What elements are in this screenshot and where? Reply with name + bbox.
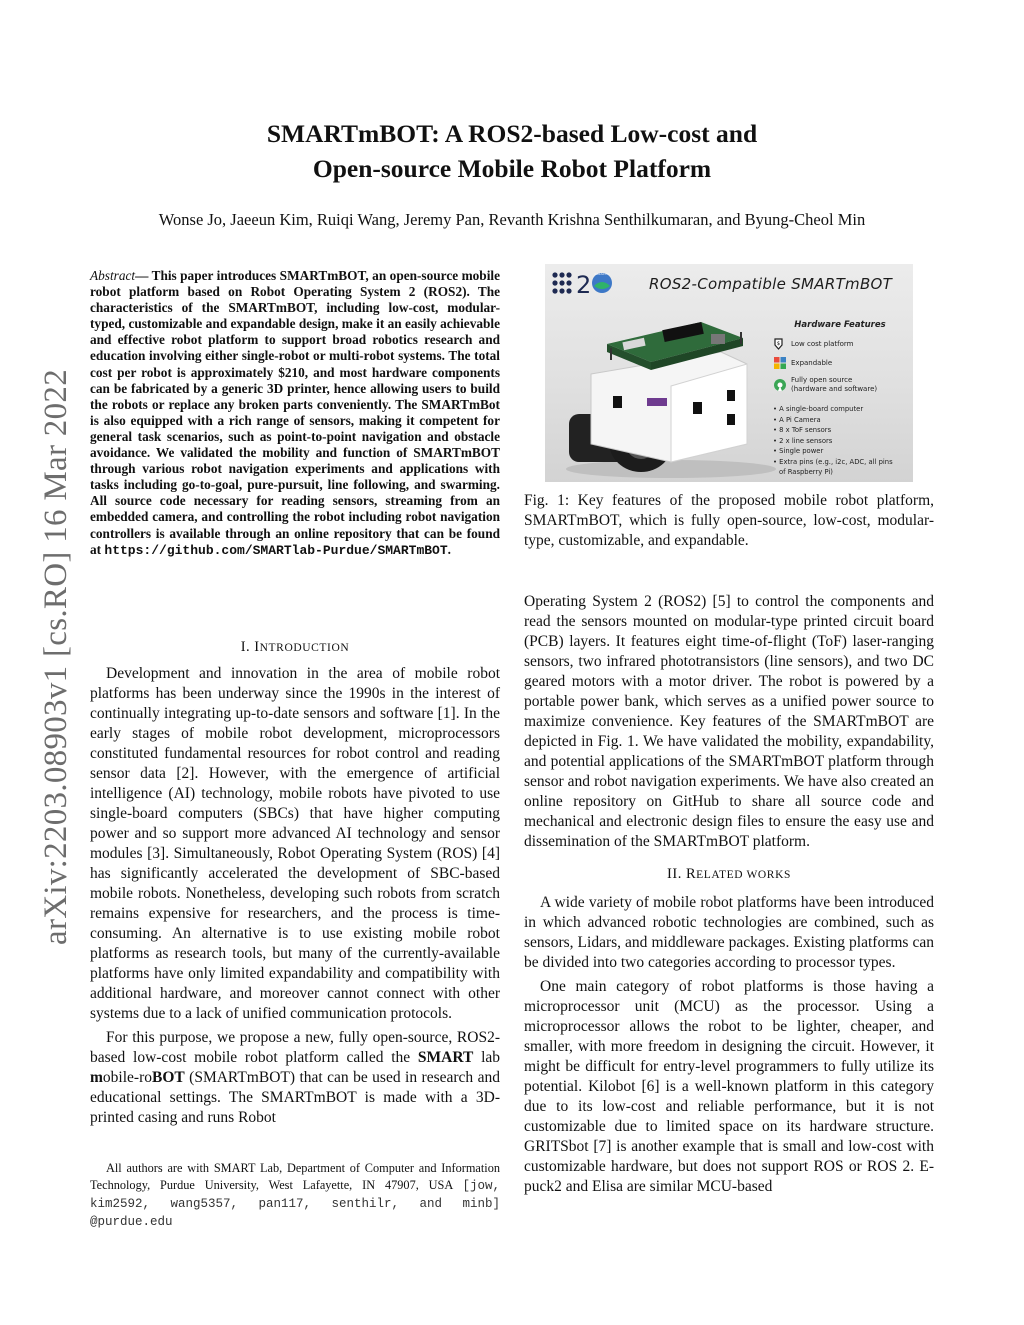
robot-illustration xyxy=(551,304,781,479)
abstract-label: Abstract xyxy=(90,268,136,283)
section2-title-part1: ELATED xyxy=(696,869,747,881)
intro-p2-bold-bot: BOT xyxy=(152,1069,185,1086)
hardware-bullet-list xyxy=(773,404,907,478)
feature-open-source-line2: (hardware and software) xyxy=(791,385,878,393)
hardware-features-title: Hardware Features xyxy=(794,320,886,330)
figure-banner: ROS2-Compatible SMARTmBOT xyxy=(649,275,893,293)
section2-number: II. xyxy=(667,866,686,882)
ros-badge-text: GALACTIC xyxy=(594,272,610,276)
open-source-icon xyxy=(773,378,787,392)
bullet-camera: • A Pi Camera xyxy=(773,415,821,424)
bullet-sbc: • A single-board computer xyxy=(773,405,864,413)
abstract-dash: — xyxy=(135,268,152,283)
abstract-text: This paper introduces SMARTmBOT, an open-source mobile robot platform based on Robot Operating System 2 (ROS2). The characteristics of the SMARTmBOT, including low-cost, modular-typed, customizable and expandable design, make it an easily achievable and effective robot platform to support broad robotics research and education involving either single-robot or multi-robot systems. The total cost per robot is approximately $210, and most hardware components can be fabricated by a generic 3D printer, hence allowing users to build the robots or replace any broken parts conveniently. The SMARTmBot is also equipped with a rich range of sensors, making it competent for general task scenarios, such as point-to-point navigation and obstacle avoidance. We validated the mobility and function of SMARTmBOT through various robot navigation experiments and applications with tasks including go-to-goal, pure-pursuit, line following, and swarming. All source code necessary for reading sensors, streaming from an embedded camera, and controlling the robot including robot navigation controllers is available through an online repository that can be found at xyxy=(90,268,500,557)
figure-1-image xyxy=(545,264,913,482)
section-initial: I xyxy=(254,639,260,655)
footnote-text: All authors are with SMART Lab, Department of Computer and Information Technology, Purdue University, West Lafayette, IN 47907, USA xyxy=(90,1161,500,1192)
feature-open-source-label xyxy=(791,376,877,394)
bullet-power: • Single power xyxy=(773,447,824,455)
section-heading-related-works xyxy=(524,864,934,885)
section-title-rest: NTRODUCTION xyxy=(259,642,350,654)
bullet-extra-pins-cont: of Raspberry Pi) xyxy=(779,468,833,476)
intro-p2-text-a: For this purpose, we propose a new, fully open-source, ROS2-based low-cost mobile robot platform called the xyxy=(90,1029,500,1066)
related-works-paragraph-1: A wide variety of mobile robot platforms have been introduced in which advanced robotic technologies are combined, such as sensors, Lidars, and middleware packages. Existing platforms can be divided into two categories according to processor types. xyxy=(524,894,934,971)
section2-title-part2: WORKS xyxy=(746,869,791,881)
title-line-1: SMARTmBOT: A ROS2-based Low-cost and xyxy=(266,119,758,148)
left-column-body xyxy=(90,637,500,1128)
arxiv-identifier[interactable]: arXiv:2203.08903v1 [cs.RO] 16 Mar 2022 xyxy=(38,369,74,945)
section-heading-introduction xyxy=(90,637,500,658)
puzzle-pieces-icon xyxy=(773,356,787,370)
intro-p2-text-d: obile-ro xyxy=(102,1069,152,1086)
feature-expandable-label: Expandable xyxy=(791,358,833,367)
bullet-tof: • 8 x ToF sensors xyxy=(773,426,832,434)
feature-low-cost xyxy=(773,334,907,353)
feature-open-source-line1: Fully open source xyxy=(791,376,853,384)
bullet-extra-pins: • Extra pins (e.g., i2c, ADC, all pins xyxy=(773,457,893,466)
price-tag-text: $ xyxy=(776,340,781,347)
section-number: I. xyxy=(240,639,255,655)
feature-open-source xyxy=(773,372,907,398)
price-tag-icon xyxy=(773,337,787,351)
feature-low-cost-label: Low cost platform xyxy=(791,339,854,348)
ros2-logo xyxy=(550,269,614,299)
intro-p2-text-e: (SMARTmBOT) that can be used in research and educational settings. The SMARTmBOT is made with a 3D-printed casing and runs Robot xyxy=(90,1069,500,1126)
affiliation-footnote xyxy=(90,1160,500,1231)
hardware-features-panel xyxy=(773,320,907,478)
intro-paragraph-1: Development and innovation in the area of mobile robot platforms has been underway since the 1990s in the interest of continually integrating up-to-date sensors and software [1]. In the early stages of mobile robot development, microprocessors constituted fundamental resources for robot control and reading sensor data [2]. However, with the emergence of artificial intelligence (AI) technology, mobile robots have pivoted to use single-board computers (SBCs) that have higher computing power and so support more advanced AI technology and sensor modules [3]. Simultaneously, Robot Operating System (ROS) [4] has significantly accelerated the development of SBC-based mobile robots. Nonetheless, developing such robots from scratch remains expensive for researchers, and the process is time-consuming. An alternative is to use existing mobile robot platforms as research tools, but many of the currently-available platforms have only limited expandability and compatibility with additional hardware, and moreover cannot connect with other systems due to a lack of unified communication protocols. xyxy=(90,665,500,1022)
ros-number: 2 xyxy=(576,271,592,299)
intro-continuation-paragraph: Operating System 2 (ROS2) [5] to control the components and read the sensors mounted on modular-type printed circuit board (PCB) layers. It features eight time-of-flight (ToF) laser-ranging sensors, two infrared phototransistors (line sensors), and two DC geared motors with a motor driver. The robot is powered by a portable power bank, which serves as a unified power source to maximize convenience. Key features of the SMARTmBOT are depicted in Fig. 1. We have validated the mobility, expandability, and potential applications of the SMARTmBOT platform through sensor and robot navigation experiments. We have also created an online repository on GitHub to share all source code and mechanical and electronic design files to ensure the easy use and dissemination of the SMARTmBOT platform. xyxy=(524,593,934,850)
footnote-emails: [jow, kim2592, wang5357, pan117, senthilr, and minb] @purdue.edu xyxy=(90,1179,500,1229)
abstract-end: . xyxy=(447,541,451,557)
intro-p2-bold-m: m xyxy=(90,1069,103,1086)
intro-p2-text-c: lab xyxy=(473,1049,500,1066)
paper-title xyxy=(0,116,1024,186)
intro-paragraph-2 xyxy=(90,1028,500,1128)
abstract xyxy=(90,268,500,559)
author-list: Wonse Jo, Jaeeun Kim, Ruiqi Wang, Jeremy Pan, Revanth Krishna Senthilkumaran, and Byung-Cheol Min xyxy=(158,210,866,229)
bullet-line-sensors: • 2 x line sensors xyxy=(773,436,833,445)
intro-p2-bold-smart: SMART xyxy=(417,1049,474,1066)
feature-expandable xyxy=(773,353,907,372)
figure-1-caption: Fig. 1: Key features of the proposed mobile robot platform, SMARTmBOT, which is fully open-source, low-cost, modular-type, customizable, and expandable. xyxy=(524,492,934,549)
title-line-2: Open-source Mobile Robot Platform xyxy=(312,154,712,183)
right-column-body xyxy=(524,592,934,1197)
related-works-paragraph-2: One main category of robot platforms is those having a microprocessor unit (MCU) as the processor. Using a microprocessor allows the robot to be lighter, cheaper, and smaller, with more freedom in designing the circuit. However, it might be difficult for entry-level programmers to fully utilize its potential. Kilobot [6] is a well-known platform in this category due to its low-cost and reliable performance, but it is not customizable due to limited space on its hardware structure. GRITSbot [7] is another example that is small and low-cost with customizable hardware, but does not support ROS or ROS 2. E-puck2 and Elisa are similar MCU-based xyxy=(524,978,934,1195)
section2-initial: R xyxy=(685,866,697,882)
repository-link[interactable]: https://github.com/SMARTlab-Purdue/SMARTmBOT xyxy=(104,542,448,558)
